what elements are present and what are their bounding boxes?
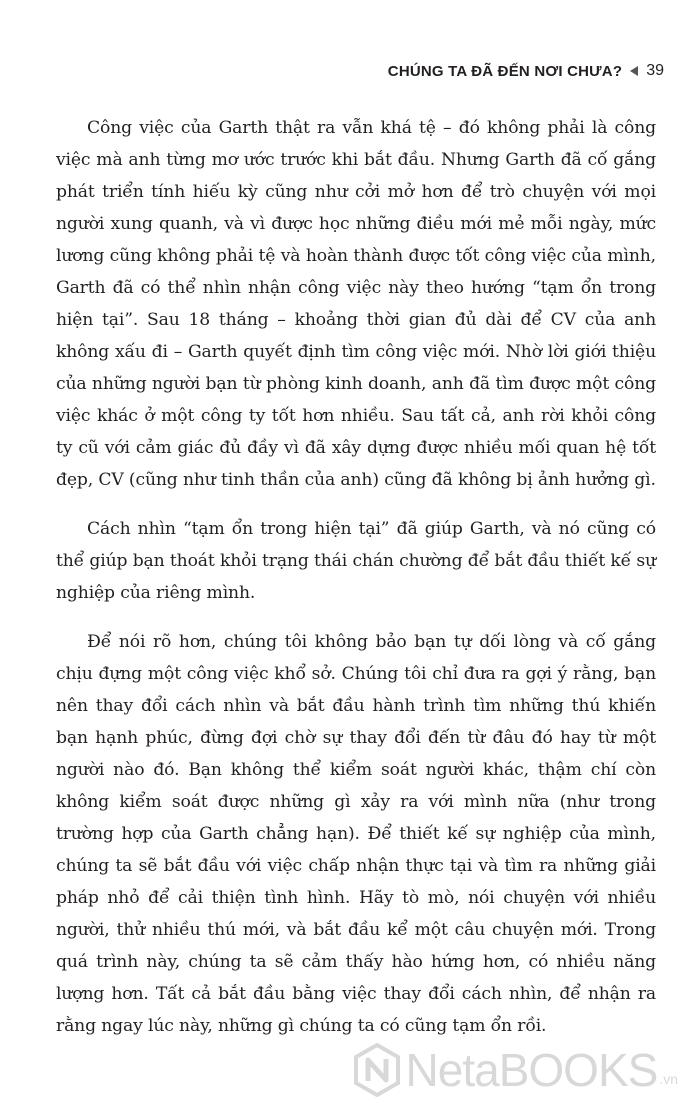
watermark-brand: NetaBOOKS (405, 1044, 658, 1096)
netabooks-logo-icon (354, 1043, 400, 1097)
body-text (56, 112, 656, 1059)
paragraph-3: Để nói rõ hơn, chúng tôi không bảo bạn tự dối lòng và cố gắng chịu đựng một công việc khổ sở. Chúng tôi chỉ đưa ra gợi ý rằng, bạn nên thay đổi cách nhìn và bắt đầu hành trình tìm những thú khiến bạn hạnh phúc, đừng đợi chờ sự thay đổi đến từ đâu đó hay từ một người nào đó. Bạn không thể kiểm soát người khác, thậm chí còn không kiểm soát được những gì xảy ra với mình nữa (như trong trường hợp của Garth chẳng hạn). Để thiết kế sự nghiệp của mình, chúng ta sẽ bắt đầu với việc chấp nhận thực tại và tìm ra những giải pháp nhỏ để cải thiện tình hình. Hãy tò mò, nói chuyện với nhiều người, thử nhiều thú mới, và bắt đầu kể một câu chuyện mới. Trong quá trình này, chúng ta sẽ cảm thấy hào hứng hơn, có nhiều năng lượng hơn. Tất cả bắt đầu bằng việc thay đổi cách nhìn, để nhận ra rằng ngay lúc này, những gì chúng ta có cũng tạm ổn rồi. (56, 632, 656, 1036)
triangle-left-icon (630, 66, 638, 76)
paragraph-2: Cách nhìn “tạm ổn trong hiện tại” đã giúp Garth, và nó cũng có thể giúp bạn thoát khỏi trạng thái chán chường để bắt đầu thiết kế sự nghiệp của riêng mình. (56, 519, 656, 603)
watermark-suffix: .vn (659, 1071, 678, 1087)
watermark (354, 1043, 678, 1097)
chapter-title: CHÚNG TA ĐÃ ĐẾN NƠI CHƯA? (387, 62, 623, 80)
page-number: 39 (646, 62, 664, 79)
running-head (388, 62, 664, 80)
paragraph-1: Công việc của Garth thật ra vẫn khá tệ – đó không phải là công việc mà anh từng mơ ước trước khi bắt đầu. Nhưng Garth đã cố gắng phát triển tính hiếu kỳ cũng như cởi mở hơn để trò chuyện với mọi người xung quanh, và vì được học những điều mới mẻ mỗi ngày, mức lương cũng không phải tệ và hoàn thành được tốt công việc của mình, Garth đã có thể nhìn nhận công việc này theo hướng “tạm ổn trong hiện tại”. Sau 18 tháng – khoảng thời gian đủ dài để CV của anh không xấu đi – Garth quyết định tìm công việc mới. Nhờ lời giới thiệu của những người bạn từ phòng kinh doanh, anh đã tìm được một công việc khác ở một công ty tốt hơn nhiều. Sau tất cả, anh rời khỏi công ty cũ với cảm giác đủ đầy vì đã xây dựng được nhiều mối quan hệ tốt đẹp, CV (cũng như tinh thần của anh) cũng đã không bị ảnh hưởng gì. (56, 118, 656, 490)
